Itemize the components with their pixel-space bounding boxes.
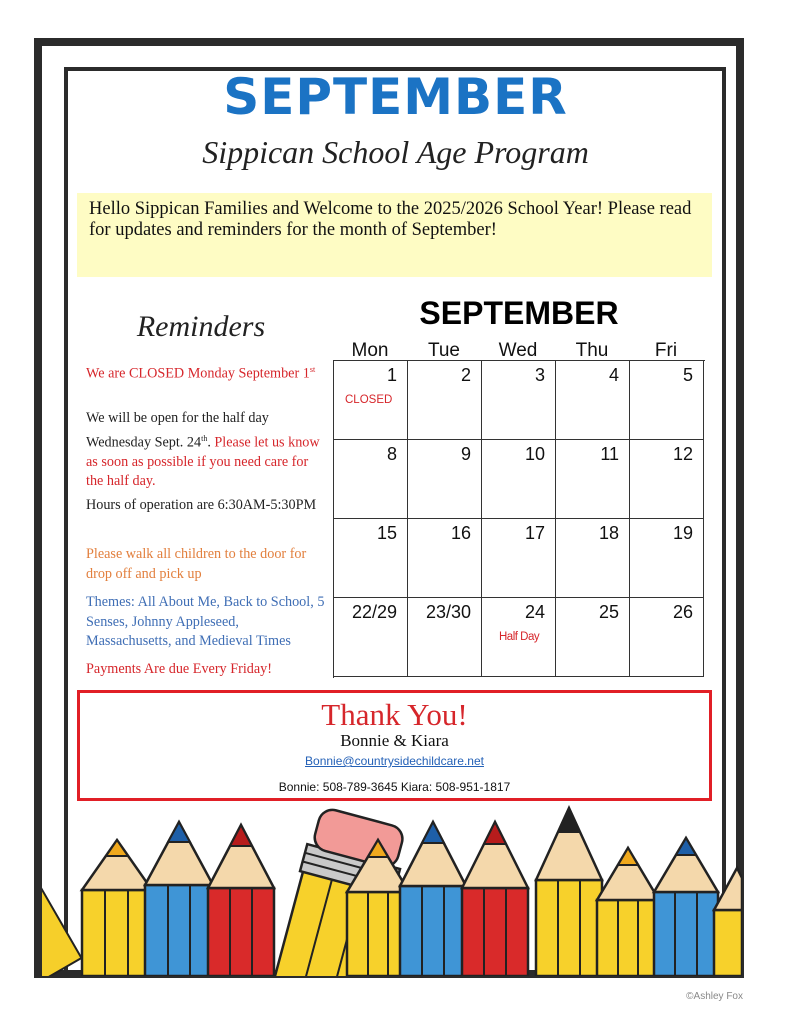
date-number: 17 (524, 523, 545, 543)
calendar-grid (333, 360, 705, 678)
pencils-illustration (42, 800, 742, 976)
calendar-cell (556, 361, 630, 440)
calendar-cell (556, 440, 630, 519)
reminder-payments: Payments Are due Every Friday! (86, 661, 272, 677)
date-number: 15 (376, 523, 397, 543)
day-header-thu: Thu (575, 340, 609, 361)
date-number: 22/29 (351, 602, 397, 622)
date-number: 8 (386, 444, 397, 464)
day-header-mon: Mon (351, 340, 389, 361)
calendar-cell (334, 519, 408, 598)
calendar-cell (408, 598, 482, 677)
reminder-themes: Themes: All About Me, Back to School, 5 Senses, Johnny Appleseed, Massachusetts, and Medieval Times (86, 594, 325, 649)
staff-names: Bonnie & Kiara (340, 731, 449, 750)
calendar-cell (630, 440, 704, 519)
pencil-blue-1 (145, 822, 213, 976)
calendar-cell (482, 519, 556, 598)
calendar-title: SEPTEMBER (419, 295, 619, 331)
calendar-cell (482, 361, 556, 440)
page-title: SEPTEMBER (223, 68, 568, 126)
pencil-blue-3 (654, 838, 718, 976)
reminder-closed-sup: st (309, 365, 316, 374)
pencil-yellow-right (714, 868, 742, 976)
phone-numbers: Bonnie: 508-789-3645 Kiara: 508-951-1817 (278, 780, 511, 794)
half-day-note: Half Day (499, 631, 540, 643)
date-number: 1 (386, 365, 397, 385)
reminder-halfday (86, 409, 326, 492)
date-number: 11 (600, 444, 619, 464)
calendar-cell (334, 598, 408, 677)
closed-note: CLOSED (345, 394, 393, 406)
reminder-halfday-request: Please let us know as soon as possible if you need care for the half day. (86, 434, 320, 490)
reminder-halfday-tail: . (207, 434, 215, 451)
date-number: 18 (598, 523, 619, 543)
date-number: 12 (672, 444, 693, 464)
calendar-cell (408, 440, 482, 519)
pencil-yellow-4 (597, 848, 659, 976)
reminder-closed (86, 360, 326, 384)
calendar-cell (630, 519, 704, 598)
date-number: 3 (534, 365, 545, 385)
date-number: 5 (682, 365, 693, 385)
reminder-closed-text: We are CLOSED Monday September 1 (86, 365, 310, 382)
date-number: 16 (450, 523, 471, 543)
date-number: 24 (524, 602, 545, 622)
program-subtitle: Sippican School Age Program (202, 134, 589, 170)
day-header-fri: Fri (654, 340, 678, 361)
day-header-tue: Tue (427, 340, 461, 361)
email-link[interactable]: Bonnie@countrysidechildcare.net (305, 754, 484, 768)
date-number: 19 (672, 523, 693, 543)
date-number: 25 (598, 602, 619, 622)
artist-credit: ©Ashley Fox (686, 991, 743, 1002)
thank-you-box (77, 690, 712, 801)
calendar-cell (334, 440, 408, 519)
pencil-yellow-1 (82, 840, 152, 976)
welcome-box (77, 193, 712, 277)
calendar-cell (482, 598, 556, 677)
calendar-cell (408, 519, 482, 598)
reminder-halfday-sup: th (201, 433, 208, 443)
pencil-red-2 (462, 822, 528, 976)
calendar-cell (408, 361, 482, 440)
date-number: 26 (672, 602, 693, 622)
reminder-hours: Hours of operation are 6:30AM-5:30PM (86, 497, 317, 513)
welcome-text: Hello Sippican Families and Welcome to the 2025/2026 School Year! Please read for updates and reminders for the month of September! (89, 199, 692, 240)
date-number: 23/30 (425, 602, 471, 622)
reminder-walk: Please walk all children to the door for drop off and pick up (86, 546, 307, 582)
date-number: 10 (524, 444, 545, 464)
day-header-wed: Wed (498, 340, 538, 361)
date-number: 9 (460, 444, 471, 464)
pencil-blue-2 (400, 822, 466, 976)
calendar-cell (556, 598, 630, 677)
calendar-cell (630, 598, 704, 677)
thank-you-heading: Thank You! (321, 697, 468, 732)
calendar-cell (630, 361, 704, 440)
pencil-yellow-left (42, 828, 81, 976)
date-number: 2 (460, 365, 471, 385)
date-number: 4 (608, 365, 619, 385)
calendar-cell (556, 519, 630, 598)
calendar-cell (334, 361, 408, 440)
pencil-red-1 (208, 825, 274, 976)
pencil-yellow-3 (536, 808, 602, 976)
reminders-heading: Reminders (136, 310, 266, 343)
reminder-halfday-text: We will be open for the half day Wednesday Sept. 24 (86, 410, 269, 451)
calendar-cell (482, 440, 556, 519)
